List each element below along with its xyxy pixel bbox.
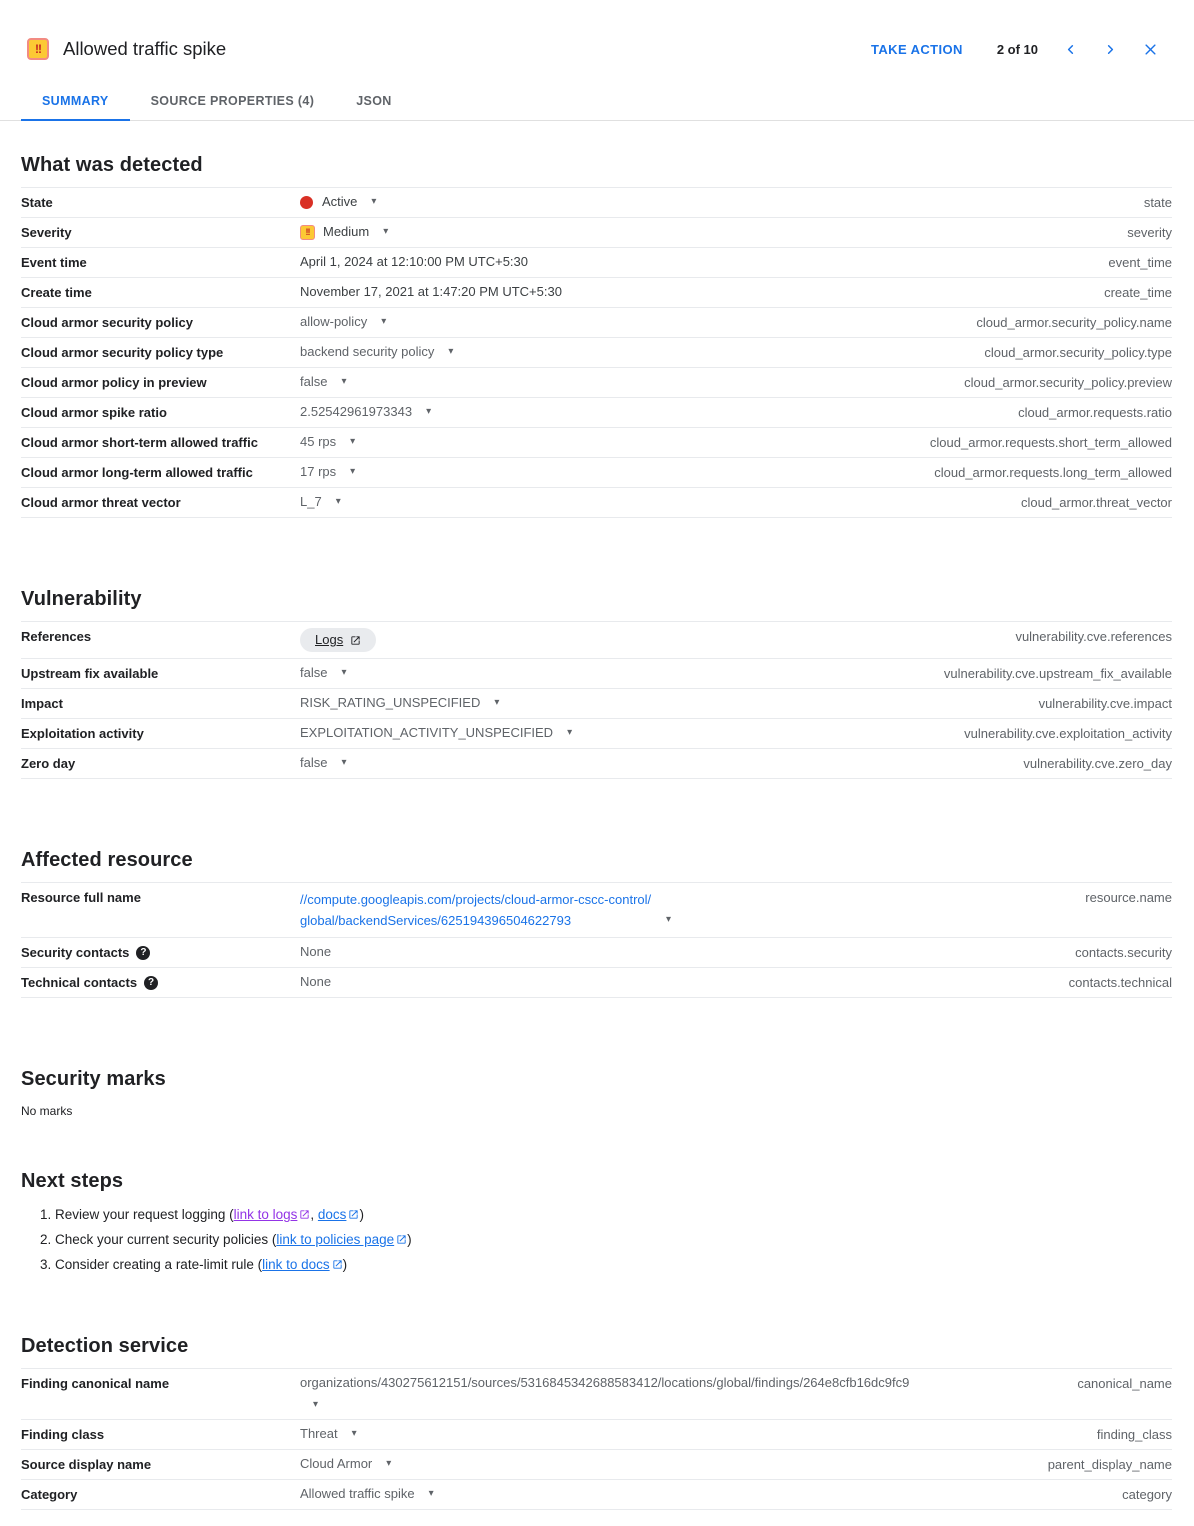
tab-source-properties[interactable]: SOURCE PROPERTIES (4) — [150, 94, 315, 108]
pagination-counter: 2 of 10 — [996, 41, 1038, 57]
chevron-left-icon — [1063, 42, 1078, 57]
close-icon — [1143, 42, 1158, 57]
tab-json[interactable]: JSON — [356, 94, 392, 108]
table-row — [21, 218, 1172, 248]
dropdown-arrow-icon[interactable]: ▾ — [341, 667, 347, 678]
table-row — [21, 968, 1172, 998]
row-value: false — [300, 374, 328, 389]
table-row — [21, 398, 1172, 428]
severity-medium-icon: !! — [300, 225, 315, 240]
finding-header — [0, 0, 1194, 69]
next-finding-button[interactable] — [1090, 29, 1130, 69]
row-value: RISK_RATING_UNSPECIFIED — [300, 695, 481, 710]
row-value: Active — [322, 194, 358, 209]
field-name: resource.name — [1085, 890, 1172, 905]
row-label: Cloud armor spike ratio — [21, 405, 167, 420]
field-name: cloud_armor.security_policy.preview — [964, 375, 1172, 390]
row-label: Cloud armor short-term allowed traffic — [21, 435, 258, 450]
logs-chip-button[interactable] — [300, 628, 376, 652]
tab-summary[interactable]: SUMMARY — [21, 81, 130, 121]
external-link-icon — [332, 1259, 343, 1270]
dropdown-arrow-icon[interactable]: ▾ — [341, 376, 347, 387]
table-row — [21, 938, 1172, 968]
row-value: Medium — [323, 224, 370, 239]
table-row — [21, 428, 1172, 458]
table-row — [21, 1369, 1172, 1420]
row-label: References — [21, 629, 92, 644]
external-link-icon — [350, 635, 361, 646]
chevron-right-icon — [1103, 42, 1118, 57]
table-row — [21, 278, 1172, 308]
row-label: Cloud armor long-term allowed traffic — [21, 465, 253, 480]
row-value: 17 rps — [300, 464, 337, 479]
row-value: organizations/430275612151/sources/5316845342688583412/locations/global/findings/264e8cfb16dc9fc9 — [300, 1375, 910, 1390]
severity-medium-icon: !! — [27, 38, 49, 60]
field-name: create_time — [1104, 285, 1172, 300]
field-name: cloud_armor.security_policy.type — [984, 345, 1172, 360]
field-name: severity — [1127, 225, 1172, 240]
field-name: event_time — [1108, 255, 1172, 270]
field-name: cloud_armor.requests.short_term_allowed — [929, 435, 1172, 450]
section-title-security-marks: Security marks — [21, 1068, 166, 1090]
help-icon[interactable]: ? — [144, 976, 158, 990]
table-row — [21, 883, 1172, 938]
section-title-detection-service: Detection service — [21, 1335, 189, 1357]
what-was-detected-table — [21, 187, 1172, 518]
field-name: state — [1143, 195, 1172, 210]
section-title-what-was-detected: What was detected — [21, 154, 203, 176]
dropdown-arrow-icon[interactable]: ▾ — [428, 1488, 434, 1499]
dropdown-arrow-icon[interactable]: ▾ — [351, 1428, 357, 1439]
link-to-logs[interactable]: link to logs — [233, 1207, 298, 1222]
row-label: Event time — [21, 255, 87, 270]
dropdown-arrow-icon[interactable]: ▾ — [426, 406, 432, 417]
table-row — [21, 458, 1172, 488]
field-name: category — [1122, 1487, 1172, 1502]
dropdown-arrow-icon[interactable]: ▾ — [350, 466, 356, 477]
row-value: false — [300, 755, 328, 770]
row-label: Upstream fix available — [21, 666, 159, 681]
field-name: cloud_armor.requests.long_term_allowed — [934, 465, 1172, 480]
previous-finding-button[interactable] — [1050, 29, 1090, 69]
section-title-vulnerability: Vulnerability — [21, 588, 142, 610]
external-link-icon — [348, 1209, 359, 1220]
field-name: vulnerability.cve.references — [1015, 629, 1172, 644]
row-label: Source display name — [21, 1457, 152, 1472]
row-label: Cloud armor policy in preview — [21, 375, 207, 390]
dropdown-arrow-icon[interactable]: ▾ — [371, 196, 377, 207]
table-row — [21, 338, 1172, 368]
row-value: L_7 — [300, 494, 322, 509]
row-value: 45 rps — [300, 434, 337, 449]
next-step-item: 2. Check your current security policies (link to policies page ) — [55, 1232, 1172, 1248]
row-value: Threat — [300, 1426, 338, 1441]
section-title-next-steps: Next steps — [21, 1170, 124, 1192]
table-row — [21, 248, 1172, 278]
next-step-item: 3. Consider creating a rate-limit rule (link to docs ) — [55, 1257, 1172, 1273]
table-row — [21, 1450, 1172, 1480]
row-value: Cloud Armor — [300, 1456, 373, 1471]
table-row — [21, 488, 1172, 518]
row-value: backend security policy — [300, 344, 435, 359]
row-label: Exploitation activity — [21, 726, 144, 741]
table-row — [21, 659, 1172, 689]
row-value: November 17, 2021 at 1:47:20 PM UTC+5:30 — [300, 284, 562, 299]
dropdown-arrow-icon[interactable]: ▾ — [341, 757, 347, 768]
table-row — [21, 622, 1172, 659]
field-name: vulnerability.cve.zero_day — [1023, 756, 1172, 771]
table-row — [21, 188, 1172, 218]
no-marks-text: No marks — [21, 1104, 73, 1118]
field-name: vulnerability.cve.upstream_fix_available — [943, 666, 1172, 681]
help-icon[interactable]: ? — [136, 946, 150, 960]
affected-resource-table — [21, 882, 1172, 998]
next-steps-list — [21, 1207, 1172, 1273]
row-value: 2.52542961973343 — [300, 404, 413, 419]
external-link-icon — [396, 1234, 407, 1245]
row-label: Security contacts — [21, 945, 130, 960]
dropdown-arrow-icon[interactable]: ▾ — [383, 226, 389, 237]
table-row — [21, 749, 1172, 779]
table-row — [21, 1420, 1172, 1450]
table-row — [21, 719, 1172, 749]
row-label: Cloud armor security policy — [21, 315, 193, 330]
table-row — [21, 368, 1172, 398]
field-name: vulnerability.cve.impact — [1038, 696, 1172, 711]
take-action-button[interactable]: TAKE ACTION — [871, 41, 963, 57]
tab-bar — [0, 81, 1194, 121]
field-name: parent_display_name — [1047, 1457, 1172, 1472]
row-value: false — [300, 665, 328, 680]
dropdown-arrow-icon[interactable]: ▾ — [386, 1458, 392, 1469]
field-name: vulnerability.cve.exploitation_activity — [964, 726, 1172, 741]
field-name: contacts.technical — [1068, 975, 1172, 990]
field-name: cloud_armor.security_policy.name — [976, 315, 1172, 330]
field-name: canonical_name — [1077, 1376, 1172, 1391]
row-label: Finding class — [21, 1427, 105, 1442]
dropdown-arrow-icon[interactable]: ▾ — [350, 436, 356, 447]
row-value: None — [300, 974, 332, 989]
page-title: Allowed traffic spike — [63, 38, 227, 59]
detection-service-table — [21, 1368, 1172, 1510]
table-row — [21, 1480, 1172, 1510]
resource-full-name-link[interactable]: //compute.googleapis.com/projects/cloud-armor-cscc-control/global/backendServices/625194396504622793 — [300, 892, 652, 928]
dropdown-arrow-icon[interactable]: ▾ — [381, 316, 387, 327]
table-row — [21, 308, 1172, 338]
row-value: April 1, 2024 at 12:10:00 PM UTC+5:30 — [300, 254, 528, 269]
section-title-affected-resource: Affected resource — [21, 849, 193, 871]
link-to-policies-page[interactable]: link to policies page — [276, 1232, 395, 1247]
dropdown-arrow-icon[interactable]: ▾ — [448, 346, 454, 357]
row-label: Category — [21, 1487, 78, 1502]
row-label: Technical contacts — [21, 975, 138, 990]
vulnerability-table — [21, 621, 1172, 779]
row-label: Finding canonical name — [21, 1376, 170, 1391]
field-name: contacts.security — [1075, 945, 1172, 960]
dropdown-arrow-icon[interactable]: ▾ — [335, 496, 341, 507]
field-name: cloud_armor.threat_vector — [1020, 495, 1172, 510]
row-value: None — [300, 944, 332, 959]
dropdown-arrow-icon[interactable]: ▾ — [567, 727, 573, 738]
row-label: Cloud armor security policy type — [21, 345, 224, 360]
row-label: Zero day — [21, 756, 76, 771]
field-name: finding_class — [1096, 1427, 1172, 1442]
row-label: Impact — [21, 696, 63, 711]
field-name: cloud_armor.requests.ratio — [1018, 405, 1172, 420]
active-state-icon — [300, 196, 313, 209]
next-step-item: 1. Review your request logging (link to logs , docs ) — [55, 1207, 1172, 1223]
link-to-docs[interactable]: link to docs — [262, 1257, 330, 1272]
row-value: EXPLOITATION_ACTIVITY_UNSPECIFIED — [300, 725, 554, 740]
link-to-docs[interactable]: docs — [317, 1207, 347, 1222]
dropdown-arrow-icon[interactable]: ▾ — [313, 1399, 319, 1410]
row-value: Allowed traffic spike — [300, 1486, 415, 1501]
row-label: Create time — [21, 285, 92, 300]
row-label: Severity — [21, 225, 72, 240]
row-value: allow-policy — [300, 314, 368, 329]
row-label: Resource full name — [21, 890, 141, 905]
external-link-icon — [299, 1209, 310, 1220]
row-label: Cloud armor threat vector — [21, 495, 181, 510]
dropdown-arrow-icon[interactable]: ▾ — [666, 914, 672, 925]
close-button[interactable] — [1130, 29, 1170, 69]
logs-chip-label: Logs — [315, 632, 344, 647]
dropdown-arrow-icon[interactable]: ▾ — [494, 697, 500, 708]
table-row — [21, 689, 1172, 719]
row-label: State — [21, 195, 53, 210]
